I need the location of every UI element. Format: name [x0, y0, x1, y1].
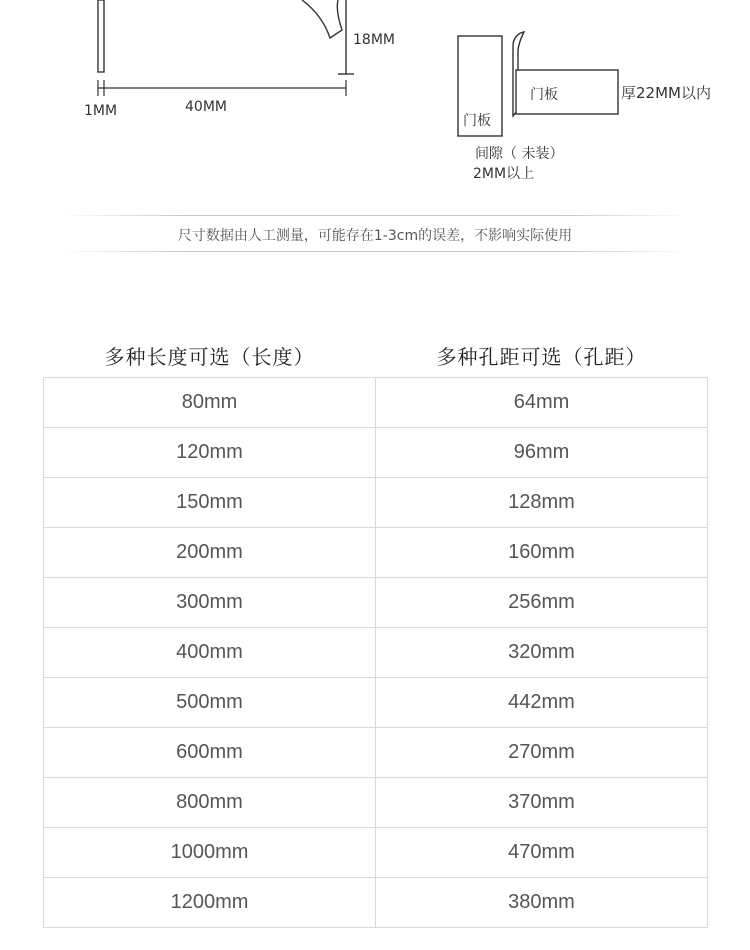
hole-distance-cell: 370mm [376, 778, 708, 828]
table-body [44, 378, 708, 928]
measurement-note-text: 尺寸数据由人工测量，可能存在1-3cm的误差，不影响实际使用 [177, 228, 573, 244]
table-row [44, 478, 708, 528]
hole-distance-cell: 470mm [376, 828, 708, 878]
table-row [44, 528, 708, 578]
height-dimension-label: 18MM [353, 32, 395, 48]
table-row [44, 778, 708, 828]
handle-profile [98, 0, 354, 74]
length-dimension-line [98, 80, 346, 96]
hole-distance-cell: 256mm [376, 578, 708, 628]
hole-distance-cell: 270mm [376, 728, 708, 778]
length-dimension-label: 40MM [185, 99, 227, 115]
table-row [44, 828, 708, 878]
thickness-note: 厚22MM以内 [621, 84, 711, 102]
table-row [44, 428, 708, 478]
table-header-row [44, 333, 708, 378]
length-cell: 400mm [44, 628, 376, 678]
dimension-diagram [0, 0, 750, 200]
hole-distance-cell: 96mm [376, 428, 708, 478]
thickness-dimension-label: 1MM [84, 103, 118, 119]
length-cell: 600mm [44, 728, 376, 778]
table-row [44, 728, 708, 778]
door-panel-label-left: 门板 [463, 113, 491, 129]
hole-distance-options-header: 多种孔距可选（孔距） [436, 344, 647, 369]
gap-note-line1: 间隙（ 未装） [475, 146, 564, 162]
length-cell: 300mm [44, 578, 376, 628]
gap-note-line2: 2MM以上 [473, 166, 535, 182]
door-panel-label-right: 门板 [530, 87, 558, 103]
size-options-table [43, 333, 708, 928]
hole-distance-cell: 380mm [376, 878, 708, 928]
length-cell: 1200mm [44, 878, 376, 928]
table-row [44, 378, 708, 428]
length-cell: 150mm [44, 478, 376, 528]
hole-distance-cell: 128mm [376, 478, 708, 528]
note-divider-bottom [60, 251, 690, 252]
table-row [44, 578, 708, 628]
length-cell: 120mm [44, 428, 376, 478]
note-divider-top [60, 215, 690, 216]
hole-distance-cell: 160mm [376, 528, 708, 578]
length-options-header: 多种长度可选（长度） [104, 344, 315, 369]
length-cell: 80mm [44, 378, 376, 428]
length-cell: 1000mm [44, 828, 376, 878]
hole-distance-cell: 64mm [376, 378, 708, 428]
table-row [44, 628, 708, 678]
length-cell: 200mm [44, 528, 376, 578]
length-cell: 800mm [44, 778, 376, 828]
hole-distance-cell: 442mm [376, 678, 708, 728]
length-cell: 500mm [44, 678, 376, 728]
hole-distance-cell: 320mm [376, 628, 708, 678]
table-row [44, 678, 708, 728]
table-row [44, 878, 708, 928]
measurement-note [0, 212, 750, 252]
